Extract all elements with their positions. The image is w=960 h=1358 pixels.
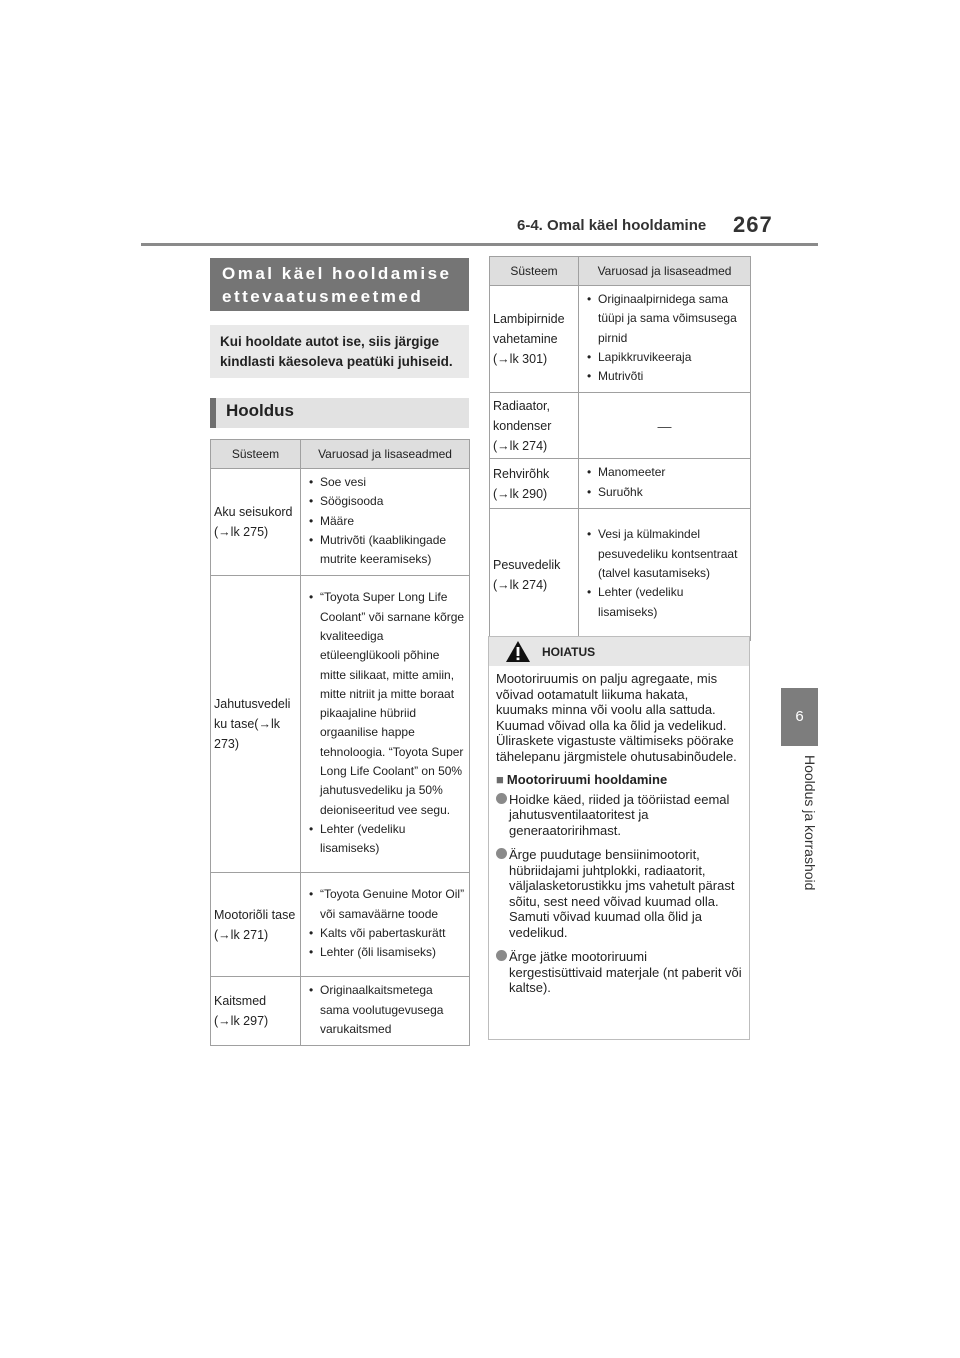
warning-item [496, 949, 742, 996]
left-maintenance-table [210, 439, 470, 1046]
parts-cell [301, 469, 470, 576]
system-line: 273) [214, 737, 240, 752]
bullet-icon: • [309, 945, 314, 960]
parts-list-item [307, 981, 465, 1039]
bullet-icon: • [309, 494, 314, 509]
warning-item-text: Hoidke käed, riided ja tööriistad eemal jahutusventilaatoritest ja generaatoririhmast. [509, 791, 730, 838]
parts-item-text: Kalts või pabertaskurätt [320, 925, 446, 940]
bullet-icon: • [587, 527, 592, 542]
system-cell [490, 509, 579, 641]
header-rule [141, 243, 818, 246]
parts-list [307, 885, 465, 962]
system-cell [490, 286, 579, 393]
parts-list [585, 290, 746, 386]
parts-item-text: Mutrivõti [598, 369, 644, 384]
parts-list-item [307, 820, 465, 859]
parts-item-text: Vesi ja külmakindel pesuvedeliku kontsentraat (talvel kasutamiseks) [598, 527, 738, 580]
system-cell [490, 459, 579, 509]
bullet-icon: • [587, 349, 592, 364]
column-header-system: Süsteem [211, 440, 301, 469]
parts-item-text: Originaalpirnidega sama tüüpi ja sama võimsusega pirnid [598, 292, 737, 345]
system-cell [211, 576, 301, 873]
system-line: ku tase(→lk [214, 717, 280, 732]
parts-item-text: Lehter (vedeliku lisamiseks) [598, 585, 684, 619]
bullet-icon: • [309, 590, 314, 605]
parts-list-item [307, 473, 465, 492]
system-line: Mootoriõli tase [214, 907, 296, 922]
parts-list [307, 588, 465, 858]
parts-list-item [307, 588, 465, 820]
parts-item-text: Määre [320, 513, 355, 528]
parts-cell [579, 286, 751, 393]
bullet-icon: • [587, 585, 592, 600]
system-line: Pesuvedelik [493, 557, 561, 572]
parts-list-item [585, 290, 746, 348]
table-row [490, 459, 751, 509]
parts-cell [301, 576, 470, 873]
parts-list-item [307, 924, 465, 943]
parts-list-item [585, 348, 746, 367]
system-line: (→lk 301) [493, 352, 548, 367]
intro-body: Kui hooldate autot ise, siis järgige kindlasti käesoleva peatüki juhiseid. [210, 325, 469, 378]
chapter-tab: 6 [781, 688, 818, 746]
square-bullet-icon: ■ [496, 772, 504, 787]
table-row [490, 509, 751, 641]
system-cell [490, 393, 579, 459]
system-line: (→lk 274) [493, 577, 548, 592]
table-row [211, 977, 470, 1046]
system-line: (→lk 275) [214, 525, 269, 540]
system-line: (→lk 274) [493, 438, 548, 453]
system-line: vahetamine [493, 332, 558, 347]
system-line: (→lk 271) [214, 927, 269, 942]
parts-cell [301, 873, 470, 977]
parts-list [307, 981, 465, 1039]
parts-list [307, 473, 465, 569]
system-line: Jahutusvedeli [214, 697, 291, 712]
system-cell [211, 873, 301, 977]
system-line: kondenser [493, 418, 552, 433]
right-maintenance-table [489, 256, 751, 641]
bullet-icon: • [587, 292, 592, 306]
chapter-label-text: Hooldus ja korrashoid [802, 755, 818, 891]
warning-item-text: Ärge puudutage bensiinimootorit, hübriidajami juhtplokki, radiaatorit, väljalasketorustikku jms vahetult pärast sõitu, sest need võivad kuumad olla. Samuti võivad kuumad olla õlid ja vedelikud. [509, 847, 735, 940]
parts-list-item [307, 943, 465, 962]
parts-list-item [585, 367, 746, 386]
section-title: 6-4. Omal käel hooldamine [517, 217, 707, 234]
system-line: Rehvirõhk [493, 466, 550, 481]
system-line: (→lk 297) [214, 1014, 269, 1029]
column-header-parts: Varuosad ja lisaseadmed [301, 440, 470, 469]
column-header-parts: Varuosad ja lisaseadmed [579, 257, 751, 286]
bullet-icon: • [309, 513, 314, 528]
page-number: 267 [733, 212, 773, 237]
parts-item-text: Mutrivõti (kaablikingade mutrite keeramiseks) [320, 532, 447, 567]
parts-list-item [307, 531, 465, 570]
parts-item-text: Originaalkaitsmetega sama voolutugevusega varukaitsmed [320, 983, 444, 1037]
parts-item-text: Lapikkruvikeeraja [598, 349, 692, 364]
system-line: Aku seisukord [214, 505, 293, 520]
intro-heading: Omal käel hooldamise ettevaatusmeetmed [210, 258, 469, 311]
parts-cell [301, 977, 470, 1046]
table-row [490, 286, 751, 393]
warning-item [496, 847, 742, 940]
parts-item-text: Söögisooda [320, 494, 384, 509]
warning-item [496, 792, 742, 839]
parts-item-text: “Toyota Genuine Motor Oil” või samaväärne toode [320, 887, 465, 921]
parts-list [585, 525, 746, 621]
circle-bullet-icon [496, 793, 507, 804]
parts-list-item [585, 483, 746, 502]
parts-item-text: “Toyota Super Long Life Coolant” või sarnane kõrge kvaliteediga etüleenglükooli põhine mitte silikaat, mitte amiin, mitte nitriit ja mitte boraat pikaajaline hübriid orgaanilise happe tehnoloogia. “Toyota Super Long Life Coolant” on 50% jahutusvedeliku ja 50% deioniseeritud vee segu. [320, 590, 465, 817]
system-cell [211, 469, 301, 576]
parts-list-item [585, 463, 746, 482]
warning-triangle-icon [505, 640, 531, 663]
parts-item-text: Manomeeter [598, 465, 666, 480]
parts-list-item [585, 583, 746, 622]
table-row [211, 873, 470, 977]
warning-title: HOIATUS [542, 645, 596, 659]
parts-item-text: Lehter (vedeliku lisamiseks) [320, 821, 406, 856]
system-cell [211, 977, 301, 1046]
parts-item-text: Lehter (õli lisamiseks) [320, 945, 437, 960]
parts-item-text: Suruõhk [598, 484, 643, 499]
bullet-icon: • [587, 369, 592, 384]
parts-list [585, 463, 746, 502]
bullet-icon: • [309, 887, 314, 902]
parts-cell [579, 509, 751, 641]
warning-item-text: Ärge jätke mootoriruumi kergestisüttivaid materjale (nt paberit või kaltse). [509, 949, 742, 995]
chapter-label [800, 755, 820, 915]
warning-subheading-text: Mootoriruumi hooldamine [506, 772, 668, 787]
warning-subheading [496, 772, 742, 788]
empty-parts-dash: — [579, 393, 751, 459]
system-line: Lambipirnide [493, 312, 565, 327]
bullet-icon: • [309, 821, 314, 836]
circle-bullet-icon [496, 848, 507, 859]
system-line: (→lk 290) [493, 486, 548, 501]
system-line: Kaitsmed [214, 994, 267, 1009]
parts-cell [579, 459, 751, 509]
warning-intro: Mootoriruumis on palju agregaate, mis võivad ootamatult liikuma hakata, kuumaks minna või voolu alla sattuda. Kuumad võivad olla ka õlid ja vedelikud. Üliraskete vigastuste vältimiseks pöörake tähelepanu järgmistele ohutusabinõudele. [496, 671, 737, 764]
parts-list-item [307, 492, 465, 511]
circle-bullet-icon [496, 950, 507, 961]
hooldus-heading: Hooldus [210, 398, 469, 428]
bullet-icon: • [309, 475, 314, 489]
parts-list-item [307, 512, 465, 531]
table-row [211, 576, 470, 873]
bullet-icon: • [587, 484, 592, 499]
system-line: Radiaator, [493, 398, 550, 413]
warning-body [496, 671, 742, 1005]
column-header-system: Süsteem [490, 257, 579, 286]
bullet-icon: • [587, 465, 592, 480]
parts-list-item [307, 885, 465, 924]
parts-item-text: Soe vesi [320, 475, 367, 489]
bullet-icon: • [309, 925, 314, 940]
parts-list-item [585, 525, 746, 583]
table-row [490, 393, 751, 459]
bullet-icon: • [309, 983, 314, 998]
table-row [211, 469, 470, 576]
bullet-icon: • [309, 532, 314, 547]
